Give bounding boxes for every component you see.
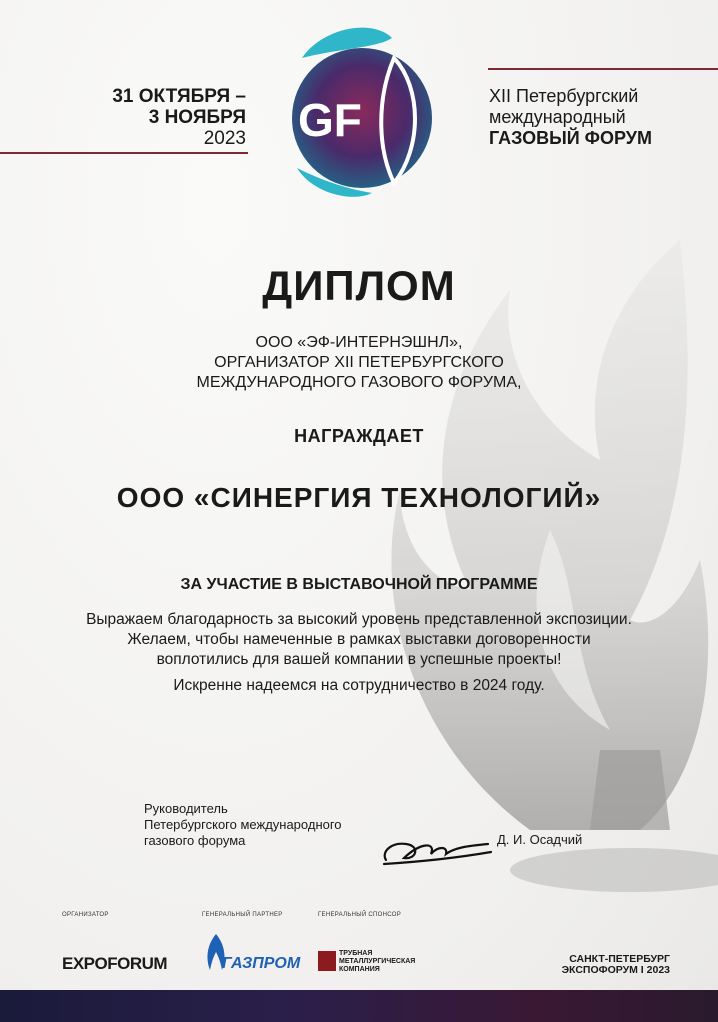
forum-line-3: ГАЗОВЫЙ ФОРУМ	[489, 128, 652, 148]
signatory-name: Д. И. Осадчий	[497, 832, 583, 847]
sig-title-line-2: Петербургского международного	[144, 817, 342, 832]
cooperation-hope: Искренне надеемся на сотрудничество в 2024 году.	[173, 677, 545, 694]
organizer-label: ОРГАНИЗАТОР	[62, 912, 109, 918]
partner-label: ГЕНЕРАЛЬНЫЙ ПАРТНЕР	[202, 912, 283, 918]
gazprom-logo-text: ГАЗПРОМ	[222, 955, 301, 972]
forum-line-1: XII Петербургский	[489, 86, 639, 106]
msg-line-1: Выражаем благодарность за высокий уровень представленной экспозиции.	[86, 611, 632, 628]
dates-line-2: 3 НОЯБРЯ	[148, 107, 246, 128]
signatory-title	[144, 801, 404, 849]
tmk-logo-text	[339, 950, 419, 974]
msg-line-3: воплотились для вашей компании в успешные проекты!	[156, 651, 562, 668]
venue-label	[540, 954, 670, 976]
msg-line-2: Желаем, чтобы намеченные в рамках выставки договоренности	[127, 631, 591, 648]
organizer-text	[0, 333, 718, 393]
gratitude-message	[0, 610, 718, 670]
forum-line-2: международный	[489, 107, 626, 127]
logo-text: GF	[298, 94, 362, 146]
dates-line-1: 31 ОКТЯБРЯ –	[112, 86, 246, 107]
tmk-line-2: МЕТАЛЛУРГИЧЕСКАЯ	[339, 958, 416, 965]
award-reason: ЗА УЧАСТИЕ В ВЫСТАВОЧНОЙ ПРОГРАММЕ	[180, 576, 538, 593]
handwritten-signature	[376, 822, 496, 872]
tmk-line-1: ТРУБНАЯ	[339, 950, 373, 957]
sig-title-line-3: газового форума	[144, 833, 246, 848]
flame-sculpture-image	[380, 230, 718, 910]
tmk-logo-icon	[318, 951, 336, 971]
gf-logo	[282, 18, 442, 208]
awardee-company: ООО «СИНЕРГИЯ ТЕХНОЛОГИЙ»	[116, 482, 602, 513]
awards-heading: НАГРАЖДАЕТ	[294, 426, 424, 446]
tmk-line-3: КОМПАНИЯ	[339, 966, 380, 973]
forum-name	[489, 86, 714, 149]
org-line-3: МЕЖДУНАРОДНОГО ГАЗОВОГО ФОРУМА,	[196, 374, 522, 391]
sponsor-label: ГЕНЕРАЛЬНЫЙ СПОНСОР	[318, 912, 402, 918]
header-divider-left	[0, 152, 248, 154]
diploma-title: ДИПЛОМ	[262, 262, 456, 309]
org-line-1: ООО «ЭФ-ИНТЕРНЭШНЛ»,	[255, 334, 463, 351]
event-dates	[60, 86, 246, 149]
sig-title-line-1: Руководитель	[144, 801, 228, 816]
header-divider-right	[488, 68, 718, 70]
city-line-1: САНКТ-ПЕТЕРБУРГ	[569, 953, 670, 965]
dates-year: 2023	[203, 128, 246, 149]
org-line-2: ОРГАНИЗАТОР XII ПЕТЕРБУРГСКОГО	[214, 354, 504, 371]
bottom-decorative-bar	[0, 990, 718, 1022]
expoforum-logo: EXPOFORUM	[62, 954, 168, 973]
city-line-2: ЭКСПОФОРУМ I 2023	[561, 964, 670, 976]
